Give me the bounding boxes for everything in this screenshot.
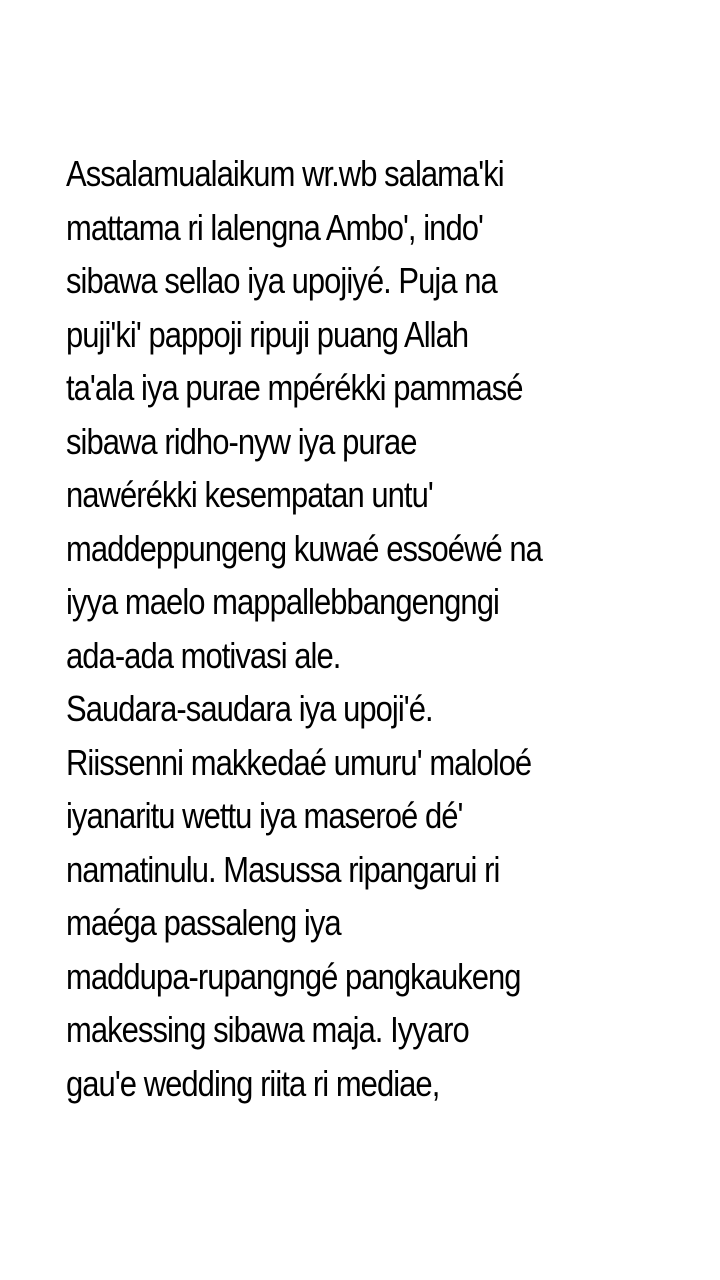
- text-line: sibawa ridho-nyw iya purae: [66, 420, 417, 462]
- text-line: ada-ada motivasi ale.: [66, 634, 341, 676]
- text-line: iyya maelo mappallebbangengngi: [66, 581, 499, 622]
- story-text: [66, 147, 616, 1110]
- text-line: maéga passaleng iya: [66, 902, 341, 943]
- text-line: nawérékki kesempatan untu': [66, 474, 433, 515]
- text-line: maddeppungeng kuwaé essoéwé na: [66, 527, 542, 569]
- text-line: gau'e wedding riita ri mediae,: [66, 1062, 440, 1104]
- text-line: Saudara-saudara iya upoji'é.: [66, 688, 433, 729]
- text-line: maddupa-rupangngé pangkaukeng: [66, 955, 521, 997]
- text-line: namatinulu. Masussa ripangarui ri: [66, 848, 500, 890]
- text-line: Assalamualaikum wr.wb salama'ki: [66, 153, 504, 194]
- text-line: iyanaritu wettu iya maseroé dé': [66, 795, 463, 836]
- text-line: puji'ki' pappoji ripuji puang Allah: [66, 313, 469, 355]
- text-line: makessing sibawa maja. Iyyaro: [66, 1009, 469, 1050]
- text-line: sibawa sellao iya upojiyé. Puja na: [66, 260, 497, 301]
- text-line: mattama ri lalengna Ambo', indo': [66, 206, 483, 248]
- text-line: Riissenni makkedaé umuru' maloloé: [66, 741, 532, 783]
- text-line: ta'ala iya purae mpérékki pammasé: [66, 367, 523, 408]
